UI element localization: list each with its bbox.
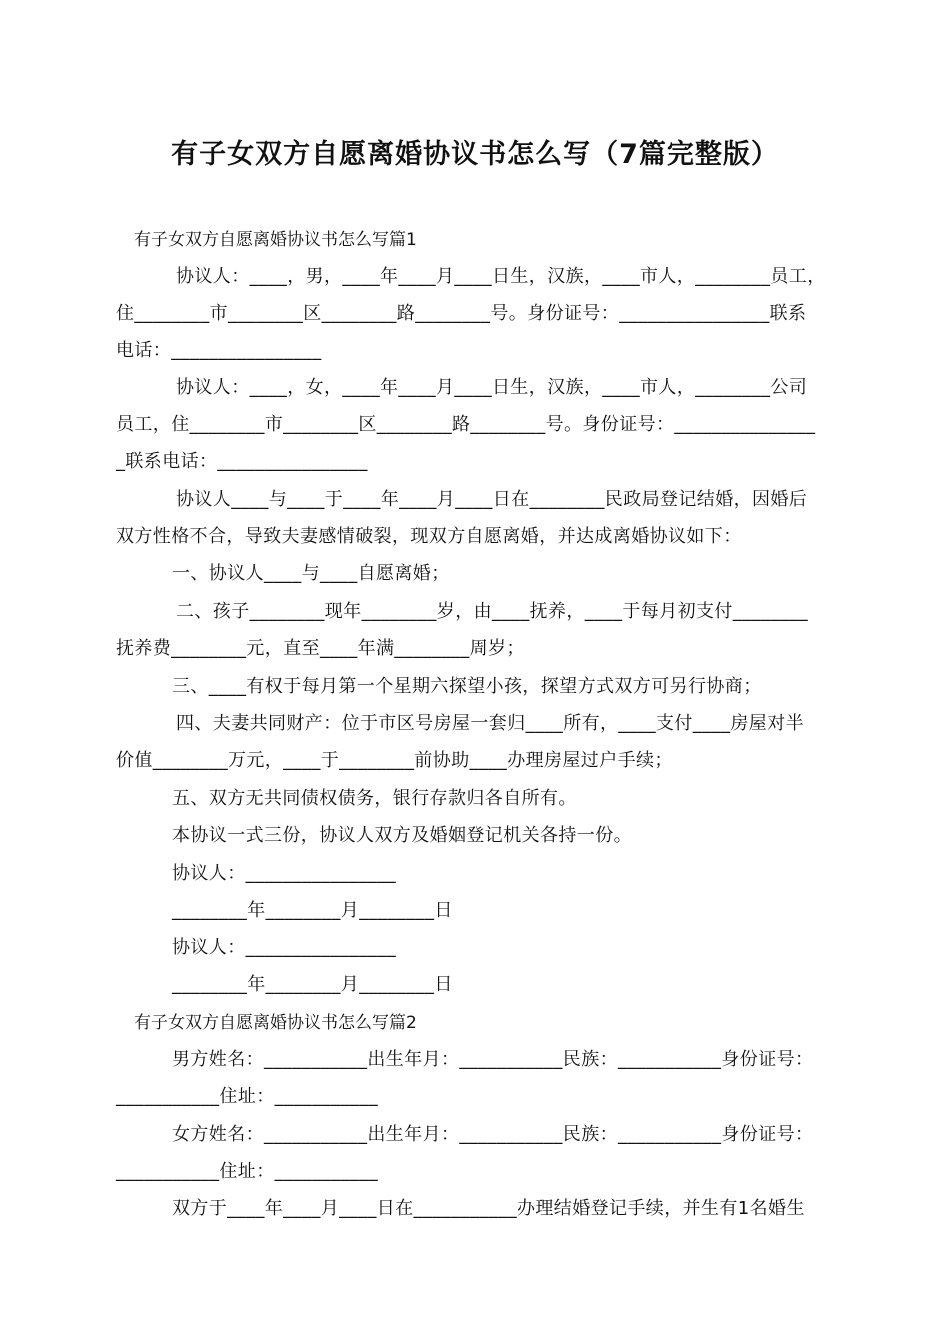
- document-title: 有子女双方自愿离婚协议书怎么写（7篇完整版）: [171, 139, 779, 170]
- paragraph-line: 员工，住________市________区________路________号。身份证号：_______________: [116, 414, 816, 435]
- paragraph-line: 女方姓名：___________出生年月：___________民族：___________身份证号：: [172, 1124, 814, 1145]
- clause-line: 四、夫妻共同财产：位于市区号房屋一套归____所有，____支付____房屋对半: [176, 713, 804, 734]
- section-heading-2: 有子女双方自愿离婚协议书怎么写篇2: [134, 1013, 417, 1033]
- date-line: ________年________月________日: [172, 974, 453, 995]
- paragraph-line: 双方于____年____月____日在___________办理结婚登记手续，并生有1名婚生: [172, 1198, 805, 1219]
- clause-line: 一、协议人____与____自愿离婚；: [172, 563, 450, 584]
- date-line: ________年________月________日: [172, 900, 453, 921]
- paragraph-line: 协议人____与____于____年____月____日在________民政局登记结婚，因婚后: [176, 489, 808, 510]
- paragraph-line: 双方性格不合，导致夫妻感情破裂，现双方自愿离婚，并达成离婚协议如下：: [116, 526, 742, 547]
- paragraph-line: 协议人：____，男，____年____月____日生，汉族，____市人，________员工，: [176, 266, 826, 287]
- paragraph-line: 住________市________区________路________号。身份证号：________________联系: [116, 303, 807, 324]
- paragraph-line: 男方姓名：___________出生年月：___________民族：___________身份证号：: [172, 1049, 814, 1070]
- paragraph-line: 本协议一式三份，协议人双方及婚姻登记机关各持一份。: [172, 825, 632, 846]
- paragraph-line: ___________住址：___________: [116, 1086, 378, 1107]
- paragraph-line: _联系电话：________________: [116, 451, 368, 472]
- clause-line: 抚养费________元，直至____年满________周岁；: [116, 638, 525, 659]
- signature-line: 协议人：________________: [172, 937, 396, 958]
- clause-line: 价值________万元，____于________前协助____办理房屋过户手续；: [116, 750, 673, 771]
- clause-line: 二、孩子________现年________岁，由____抚养，____于每月初支付________: [176, 601, 808, 622]
- paragraph-line: 电话：________________: [116, 340, 322, 361]
- clause-line: 五、双方无共同债权债务，银行存款归各自所有。: [172, 788, 577, 809]
- clause-line: 三、____有权于每月第一个星期六探望小孩，探望方式双方可另行协商；: [172, 676, 762, 697]
- signature-line: 协议人：________________: [172, 863, 396, 884]
- paragraph-line: ___________住址：___________: [116, 1161, 378, 1182]
- paragraph-line: 协议人：____，女，____年____月____日生，汉族，____市人，________公司: [176, 377, 808, 398]
- section-heading-1: 有子女双方自愿离婚协议书怎么写篇1: [134, 230, 417, 250]
